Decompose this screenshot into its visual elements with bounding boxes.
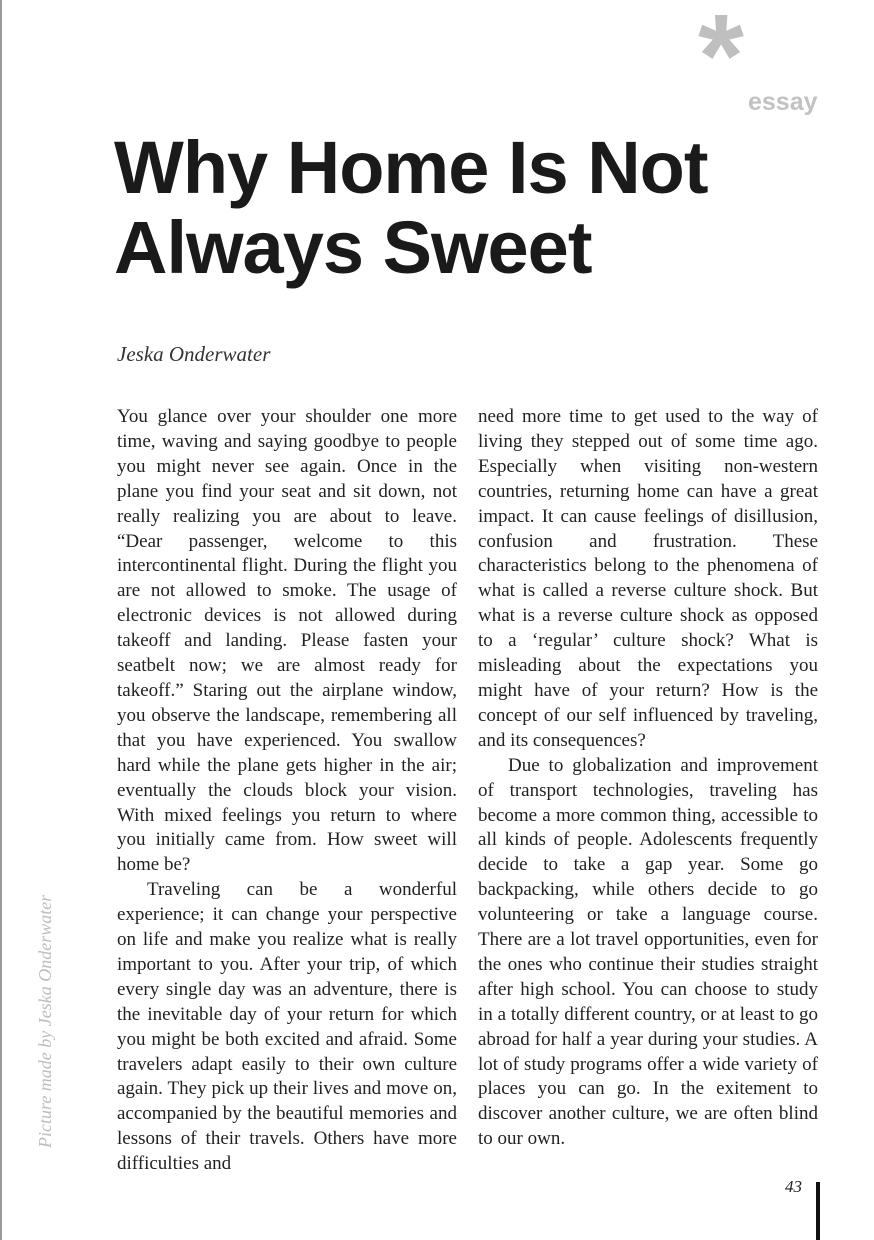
page-number-rule xyxy=(816,1182,820,1240)
asterisk-icon: * xyxy=(698,0,744,122)
article-title xyxy=(114,128,814,288)
page-edge-line xyxy=(0,0,2,1240)
paragraph-2: Traveling can be a wonderful experience; it can change your perspective on life and make you realize what is really important to you. After your trip, of which every single day was an adventure, there is the inevitable day of your return for which you might be both excited and afraid. Some travelers adapt easily to their own culture again. They pick up their lives and move on, accompanied by the beautiful memories and lessons of their travels. Others have more difficulties and xyxy=(117,879,457,1175)
author-byline: Jeska Onderwater xyxy=(117,342,271,366)
section-tag: essay xyxy=(748,88,818,116)
title-line-2: Always Sweet xyxy=(114,206,592,289)
title-line-1: Why Home Is Not xyxy=(114,126,708,209)
paragraph-3: Due to globalization and improvement of transport technologies, traveling has become a more common thing, accessible to all kinds of people. Adolescents frequently decide to take a gap year. Some go backpacking, while others decide to go volunteering or take a language course. There are a lot travel opportunities, even for the ones who continue their studies straight after high school. You can choose to study in a totally different country, or at least to go abroad for half a year during your studies. A lot of study programs offer a wide variety of places you can go. In the exitement to discover another culture, we are often blind to our own. xyxy=(478,754,818,1150)
page-number: 43 xyxy=(785,1177,802,1196)
body-column-right xyxy=(478,405,818,1152)
photo-credit: Picture made by Jeska Onderwater xyxy=(35,894,55,1148)
paragraph-1: You glance over your shoulder one more time, waving and saying goodbye to people you might never see again. Once in the plane you find your seat and sit down, not really realizing you are about to leave. “Dear passenger, welcome to this intercontinental flight. During the flight you are not allowed to smoke. The usage of electronic devices is not allowed during takeoff and landing. Please fasten your seatbelt now; we are almost ready for takeoff.” Staring out the airplane window, you observe the landscape, remembering all that you have experienced. You swallow hard while the plane gets higher in the air; eventually the clouds block your vision. With mixed feelings you return to where you initially came from. How sweet will home be? xyxy=(117,406,457,876)
body-column-left xyxy=(117,405,457,1177)
paragraph-2-continued: need more time to get used to the way of living they stepped out of some time ago. Especially when visiting non-western countries, returning home can have a great impact. It can cause feelings of disillusion, confusion and frustration. These characteristics belong to the phenomena of what is called a reverse culture shock. But what is a reverse culture shock as opposed to a ‘regular’ culture shock? What is misleading about the expectations you might have of your return? How is the concept of our self influenced by traveling, and its consequences? xyxy=(478,406,818,751)
